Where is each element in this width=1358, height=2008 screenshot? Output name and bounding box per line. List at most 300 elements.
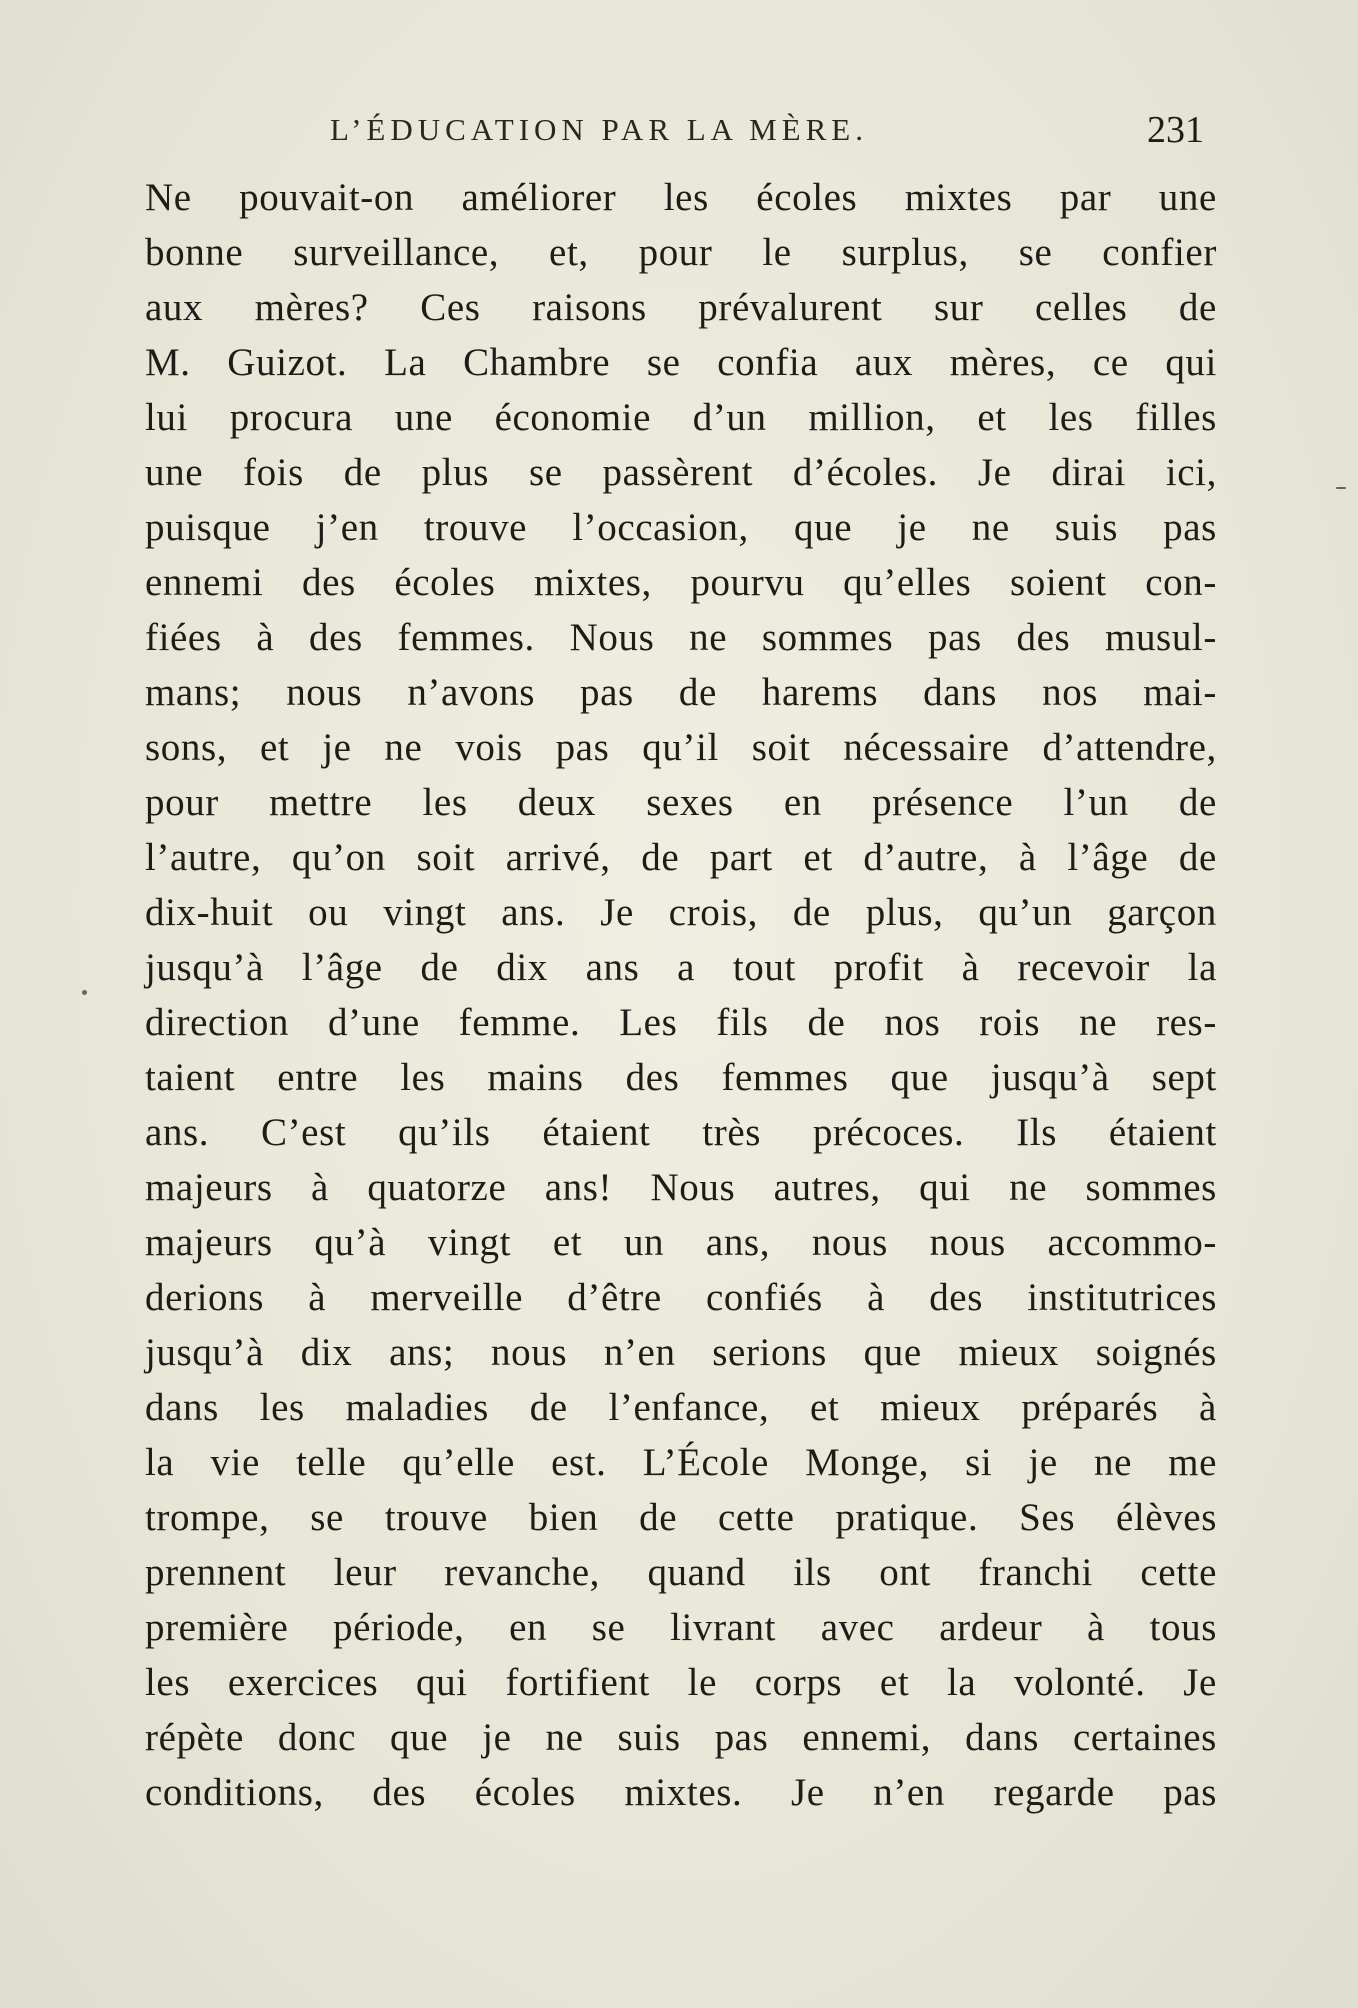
word: élèves xyxy=(1115,1496,1217,1539)
word: part xyxy=(709,836,773,879)
page-header xyxy=(330,108,1204,158)
word: aux xyxy=(145,286,204,329)
word: nécessaire xyxy=(843,726,1010,769)
word: Guizot. xyxy=(227,341,348,384)
word: C’est xyxy=(260,1111,347,1154)
word: l’âge xyxy=(1067,836,1149,879)
word: Ces xyxy=(420,286,481,329)
word: Chambre xyxy=(463,341,611,384)
word: Nous xyxy=(650,1166,736,1209)
word: aux xyxy=(854,341,914,384)
text-line xyxy=(145,1435,1217,1490)
word: vingt xyxy=(427,1221,512,1264)
word: nous xyxy=(929,1221,1006,1264)
word: écoles xyxy=(394,561,496,604)
word: soit xyxy=(751,726,811,769)
word: trompe, xyxy=(145,1496,270,1539)
word: ou xyxy=(308,891,349,934)
word: jusqu’à xyxy=(145,1331,265,1374)
word: garçon xyxy=(1107,891,1217,934)
text-line xyxy=(145,610,1217,665)
word: jusqu’à xyxy=(145,946,265,989)
word: des xyxy=(625,1056,680,1099)
word: à xyxy=(961,946,980,989)
word: nous xyxy=(811,1221,888,1264)
word: de xyxy=(343,451,382,494)
word: période, xyxy=(333,1606,465,1649)
text-line xyxy=(145,390,1217,445)
word: et xyxy=(879,1661,910,1704)
text-line xyxy=(145,1545,1217,1600)
word: les xyxy=(259,1386,305,1429)
word: à xyxy=(1087,1606,1105,1649)
word: ans! xyxy=(544,1166,613,1209)
word: se xyxy=(310,1496,344,1539)
word: ans xyxy=(585,946,640,989)
word: passèrent xyxy=(602,451,754,494)
word: vingt xyxy=(383,891,467,934)
word: de xyxy=(1178,781,1217,824)
word: l’autre, xyxy=(145,836,262,879)
word: des xyxy=(301,561,356,604)
word: de xyxy=(678,671,717,714)
text-line xyxy=(145,445,1217,500)
word: les xyxy=(422,781,468,824)
word: la xyxy=(946,1661,977,1704)
word: ne xyxy=(1009,1166,1048,1209)
word: direction xyxy=(145,1001,290,1044)
word: nous xyxy=(286,671,363,714)
word: est. xyxy=(551,1441,607,1484)
word: ce xyxy=(1092,341,1129,384)
word: mans; xyxy=(145,671,242,714)
word: pas xyxy=(555,726,610,769)
word: j’en xyxy=(315,506,379,549)
word: pas xyxy=(927,616,982,659)
word: dirai xyxy=(1051,451,1126,494)
word: écoles xyxy=(756,176,858,219)
word: suis xyxy=(1054,506,1119,549)
word: Monge, xyxy=(805,1441,929,1484)
word: franchi xyxy=(978,1551,1093,1594)
word: ennemi, xyxy=(802,1716,932,1759)
word: majeurs xyxy=(145,1166,273,1209)
word: qui xyxy=(919,1166,971,1209)
word: d’un xyxy=(692,396,767,439)
word: ne xyxy=(971,506,1010,549)
word: soignés xyxy=(1095,1331,1217,1374)
word: serions xyxy=(712,1331,827,1374)
word: deux xyxy=(517,781,597,824)
word: profit xyxy=(833,946,924,989)
word: fois xyxy=(243,451,304,494)
word: répète xyxy=(145,1716,244,1759)
body-text xyxy=(145,170,1217,1820)
word: merveille xyxy=(370,1276,524,1319)
text-line xyxy=(145,1380,1217,1435)
word: telle xyxy=(296,1441,367,1484)
word: dix xyxy=(496,946,548,989)
word: recevoir xyxy=(1017,946,1150,989)
word: surplus, xyxy=(841,231,969,274)
word: mettre xyxy=(269,781,373,824)
word: M. xyxy=(145,341,191,384)
word: tout xyxy=(732,946,796,989)
word: suis xyxy=(617,1716,681,1759)
word: sommes xyxy=(761,616,894,659)
word: des xyxy=(308,616,363,659)
text-line xyxy=(145,1765,1217,1820)
word: quand xyxy=(647,1551,746,1594)
word: majeurs xyxy=(145,1221,273,1264)
word: de xyxy=(1178,836,1217,879)
word: femme. xyxy=(458,1001,581,1044)
word: de xyxy=(420,946,459,989)
word: pratique. xyxy=(835,1496,979,1539)
word: tous xyxy=(1149,1606,1217,1649)
word: dix xyxy=(300,1331,353,1374)
word: jusqu’à xyxy=(990,1056,1110,1099)
word: se xyxy=(646,341,681,384)
word: un xyxy=(623,1221,665,1264)
word: sexes xyxy=(646,781,734,824)
word: de xyxy=(639,1496,678,1539)
word: confia xyxy=(717,341,819,384)
word: sept xyxy=(1151,1056,1217,1099)
word: dans xyxy=(145,1386,219,1429)
word: con- xyxy=(1145,561,1217,604)
word: filles xyxy=(1135,396,1217,439)
word: de xyxy=(529,1386,568,1429)
word: pas xyxy=(580,671,634,714)
word: livrant xyxy=(670,1606,777,1649)
word: cette xyxy=(717,1496,795,1539)
word: pas xyxy=(1163,506,1217,549)
word: ne xyxy=(384,726,423,769)
word: ans. xyxy=(145,1111,210,1154)
text-line xyxy=(145,1600,1217,1655)
print-speck xyxy=(82,990,87,995)
word: exercices xyxy=(227,1661,379,1704)
word: pour xyxy=(145,781,219,824)
page-number: 231 xyxy=(1147,109,1204,151)
word: Je xyxy=(977,451,1012,494)
word: et xyxy=(810,1386,840,1429)
word: quatorze xyxy=(367,1166,507,1209)
word: que xyxy=(390,1716,449,1759)
word: ne xyxy=(1079,1001,1118,1044)
word: ne xyxy=(1093,1441,1132,1484)
word: rois xyxy=(979,1001,1041,1044)
word: revanche, xyxy=(444,1551,601,1594)
word: des xyxy=(1016,616,1071,659)
word: nos xyxy=(1042,671,1099,714)
word: trouve xyxy=(423,506,528,549)
word: d’attendre, xyxy=(1042,726,1217,769)
word: L’École xyxy=(642,1441,769,1484)
text-line xyxy=(145,280,1217,335)
text-line xyxy=(145,1105,1217,1160)
word: Ne xyxy=(145,176,192,219)
word: res- xyxy=(1156,1001,1217,1044)
word: l’âge xyxy=(301,946,383,989)
word: et xyxy=(259,726,290,769)
text-line xyxy=(145,1160,1217,1215)
word: les xyxy=(145,1661,191,1704)
word: dans xyxy=(923,671,998,714)
word: pour xyxy=(638,231,713,274)
word: nous xyxy=(491,1331,568,1374)
word: et, xyxy=(549,231,589,274)
print-speck xyxy=(1336,487,1346,489)
word: Je xyxy=(600,891,634,934)
word: qu’on xyxy=(291,836,386,879)
word: n’avons xyxy=(407,671,535,714)
word: femmes xyxy=(721,1056,849,1099)
word: que xyxy=(794,506,853,549)
word: me xyxy=(1168,1441,1217,1484)
word: La xyxy=(384,341,427,384)
text-line xyxy=(145,1710,1217,1765)
word: une xyxy=(145,451,204,494)
word: ici, xyxy=(1165,451,1217,494)
word: je xyxy=(482,1716,512,1759)
word: plus xyxy=(421,451,490,494)
word: améliorer xyxy=(461,176,617,219)
word: bien xyxy=(528,1496,599,1539)
word: Ses xyxy=(1019,1496,1076,1539)
word: en xyxy=(509,1606,548,1649)
text-line xyxy=(145,885,1217,940)
word: qu’un xyxy=(978,891,1073,934)
word: n’en xyxy=(603,1331,676,1374)
word: mieux xyxy=(958,1331,1059,1374)
text-line xyxy=(145,1325,1217,1380)
word: fiées xyxy=(145,616,222,659)
word: je xyxy=(322,726,352,769)
word: musul- xyxy=(1105,616,1217,659)
word: institutrices xyxy=(1027,1276,1217,1319)
word: ne xyxy=(545,1716,584,1759)
word: certaines xyxy=(1072,1716,1217,1759)
word: très xyxy=(702,1111,762,1154)
word: leur xyxy=(333,1551,397,1594)
word: de xyxy=(1178,286,1217,329)
word: Je xyxy=(790,1771,825,1814)
word: vois xyxy=(455,726,523,769)
word: conditions, xyxy=(145,1771,324,1814)
word: les xyxy=(1048,396,1094,439)
word: pouvait-on xyxy=(239,176,415,219)
word: mains xyxy=(487,1056,584,1099)
word: trouve xyxy=(384,1496,488,1539)
word: ils xyxy=(793,1551,832,1594)
word: et xyxy=(977,396,1007,439)
word: précoces. xyxy=(812,1111,965,1154)
word: la xyxy=(1187,946,1217,989)
word: par xyxy=(1059,176,1112,219)
word: harems xyxy=(761,671,879,714)
word: confiés xyxy=(706,1276,823,1319)
word: accommo- xyxy=(1047,1221,1217,1264)
text-line xyxy=(145,1270,1217,1325)
word: cette xyxy=(1140,1551,1217,1594)
word: ont xyxy=(879,1551,931,1594)
word: vie xyxy=(210,1441,260,1484)
word: se xyxy=(528,451,563,494)
word: les xyxy=(400,1056,446,1099)
word: qu’elle xyxy=(402,1441,515,1484)
word: bonne xyxy=(145,231,244,274)
word: ne xyxy=(689,616,728,659)
word: se xyxy=(591,1606,626,1649)
word: regarde xyxy=(993,1771,1115,1814)
word: plus, xyxy=(865,891,944,934)
word: a xyxy=(677,946,696,989)
word: une xyxy=(1158,176,1217,219)
word: Je xyxy=(1183,1661,1217,1704)
word: qu’ils xyxy=(398,1111,491,1154)
word: entre xyxy=(277,1056,359,1099)
word: crois, xyxy=(668,891,758,934)
word: étaient xyxy=(542,1111,651,1154)
word: Les xyxy=(619,1001,678,1044)
text-line xyxy=(145,225,1217,280)
text-line xyxy=(145,1050,1217,1105)
word: d’être xyxy=(567,1276,662,1319)
word: de xyxy=(807,1001,846,1044)
word: d’une xyxy=(327,1001,420,1044)
text-line xyxy=(145,830,1217,885)
word: dans xyxy=(965,1716,1039,1759)
word: arrivé, xyxy=(505,836,611,879)
text-line xyxy=(145,1655,1217,1710)
word: autres, xyxy=(773,1166,881,1209)
word: et xyxy=(552,1221,583,1264)
text-line xyxy=(145,555,1217,610)
text-line xyxy=(145,940,1217,995)
word: Nous xyxy=(569,616,655,659)
word: d’écoles. xyxy=(792,451,939,494)
word: avec xyxy=(820,1606,895,1649)
word: procura xyxy=(229,396,354,439)
word: volonté. xyxy=(1014,1661,1146,1704)
word: ans. xyxy=(501,891,566,934)
text-line xyxy=(145,720,1217,775)
word: raisons xyxy=(532,286,647,329)
word: dix-huit xyxy=(145,891,274,934)
running-title: L’ÉDUCATION PAR LA MÈRE. xyxy=(330,112,868,147)
word: derions xyxy=(145,1276,265,1319)
word: le xyxy=(687,1661,718,1704)
word: soient xyxy=(1009,561,1107,604)
word: si xyxy=(965,1441,993,1484)
word: ans; xyxy=(389,1331,455,1374)
text-line xyxy=(145,500,1217,555)
word: des xyxy=(929,1276,983,1319)
word: mieux xyxy=(880,1386,981,1429)
word: l’un xyxy=(1063,781,1129,824)
word: sons, xyxy=(145,726,228,769)
word: maladies xyxy=(345,1386,489,1429)
word: écoles xyxy=(474,1771,576,1814)
word: celles xyxy=(1035,286,1128,329)
word: mixtes. xyxy=(624,1771,743,1814)
word: qu’elles xyxy=(843,561,972,604)
word: qu’à xyxy=(314,1221,387,1264)
word: les xyxy=(663,176,709,219)
word: je xyxy=(897,506,927,549)
word: surveillance, xyxy=(293,231,500,274)
word: Ils xyxy=(1016,1111,1058,1154)
word: se xyxy=(1018,231,1053,274)
text-line xyxy=(145,665,1217,720)
word: lui xyxy=(145,396,188,439)
word: à xyxy=(311,1166,329,1209)
word: mixtes xyxy=(904,176,1013,219)
word: fortifient xyxy=(505,1661,650,1704)
word: d’autre, xyxy=(863,836,989,879)
word: prévalurent xyxy=(698,286,883,329)
word: puisque xyxy=(145,506,271,549)
word: donc xyxy=(277,1716,357,1759)
word: ardeur xyxy=(939,1606,1043,1649)
word: sommes xyxy=(1085,1166,1217,1209)
word: à xyxy=(867,1276,885,1319)
word: le xyxy=(762,231,792,274)
word: qu’il xyxy=(642,726,719,769)
word: soit xyxy=(416,836,476,879)
word: qui xyxy=(1165,341,1217,384)
word: première xyxy=(145,1606,289,1649)
text-line xyxy=(145,995,1217,1050)
text-line xyxy=(145,1490,1217,1545)
word: sur xyxy=(934,286,984,329)
word: économie xyxy=(494,396,652,439)
word: taient xyxy=(145,1056,236,1099)
word: l’occasion, xyxy=(572,506,749,549)
word: étaient xyxy=(1108,1111,1217,1154)
word: et xyxy=(803,836,833,879)
word: préparés xyxy=(1021,1386,1159,1429)
word: pas xyxy=(1163,1771,1217,1814)
word: de xyxy=(792,891,831,934)
word: ennemi xyxy=(145,561,264,604)
word: des xyxy=(372,1771,427,1814)
word: prennent xyxy=(145,1551,287,1594)
word: mixtes, xyxy=(533,561,652,604)
word: à xyxy=(308,1276,327,1319)
word: de xyxy=(641,836,680,879)
word: à xyxy=(256,616,275,659)
word: ans, xyxy=(705,1221,771,1264)
word: à xyxy=(1018,836,1037,879)
word: une xyxy=(394,396,453,439)
word: mères, xyxy=(949,341,1057,384)
text-line xyxy=(145,335,1217,390)
word: n’en xyxy=(873,1771,945,1814)
word: présence xyxy=(872,781,1014,824)
word: million, xyxy=(808,396,936,439)
word: pas xyxy=(714,1716,769,1759)
word: femmes. xyxy=(397,616,535,659)
word: la xyxy=(145,1441,175,1484)
word: l’enfance, xyxy=(608,1386,770,1429)
text-line xyxy=(145,1215,1217,1270)
word: fils xyxy=(716,1001,769,1044)
text-line xyxy=(145,170,1217,225)
word: mères? xyxy=(254,286,369,329)
